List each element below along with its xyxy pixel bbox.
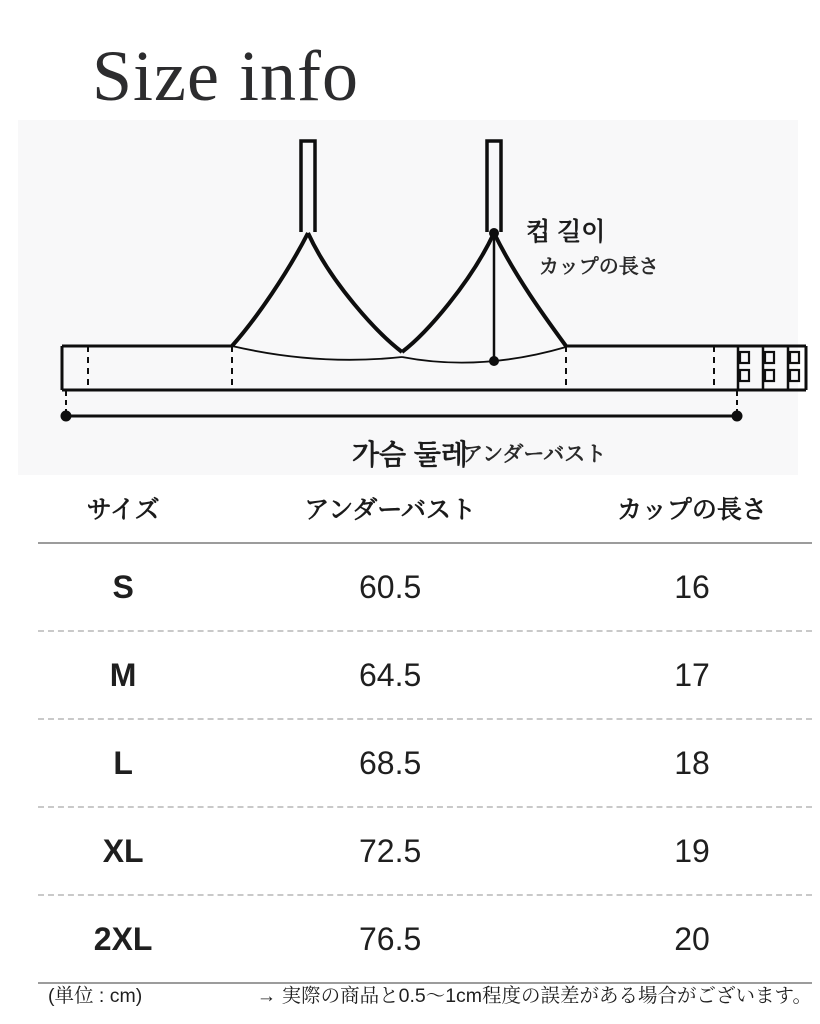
page-title: Size info — [92, 36, 359, 116]
column-header-cup-length: カップの長さ — [617, 496, 767, 524]
underbust-value: 72.5 — [359, 832, 422, 869]
table-row — [38, 896, 812, 984]
column-header-size: サイズ — [86, 496, 160, 524]
cup-length-value: 18 — [674, 744, 710, 781]
table-row — [38, 720, 812, 808]
size-label: 2XL — [93, 920, 153, 957]
table-row — [38, 632, 812, 720]
cup-length-value: 16 — [674, 568, 710, 605]
size-label: L — [113, 744, 133, 781]
cup-length-value: 19 — [674, 832, 710, 869]
unit-label: (単位 : cm) — [48, 985, 143, 1007]
underbust-value: 68.5 — [359, 744, 422, 781]
table-footer — [38, 980, 812, 1008]
underbust-label-ja: アンダーバスト — [462, 443, 607, 466]
table-row — [38, 544, 812, 632]
cup-length-label-ja: カップの長さ — [539, 256, 659, 278]
size-label: M — [109, 656, 137, 693]
size-label: S — [112, 568, 134, 605]
size-table-header — [38, 486, 812, 544]
tolerance-note: → 実際の商品と0.5〜1cm程度の誤差がある場合がございます。 — [256, 985, 812, 1007]
underbust-value: 76.5 — [359, 920, 422, 957]
cup-length-label-ko: 컵 길이 — [526, 218, 606, 246]
cup-length-value: 20 — [674, 920, 710, 957]
underbust-value: 64.5 — [359, 656, 422, 693]
table-row — [38, 808, 812, 896]
underbust-value: 60.5 — [359, 568, 422, 605]
cup-length-value: 17 — [674, 656, 710, 693]
bra-diagram — [0, 120, 820, 480]
column-header-underbust: アンダーバスト — [304, 496, 477, 524]
diagram-background — [18, 120, 798, 475]
size-label: XL — [102, 832, 144, 869]
size-table — [38, 486, 812, 984]
underbust-label-ko: 가슴 둘레 — [352, 439, 468, 470]
